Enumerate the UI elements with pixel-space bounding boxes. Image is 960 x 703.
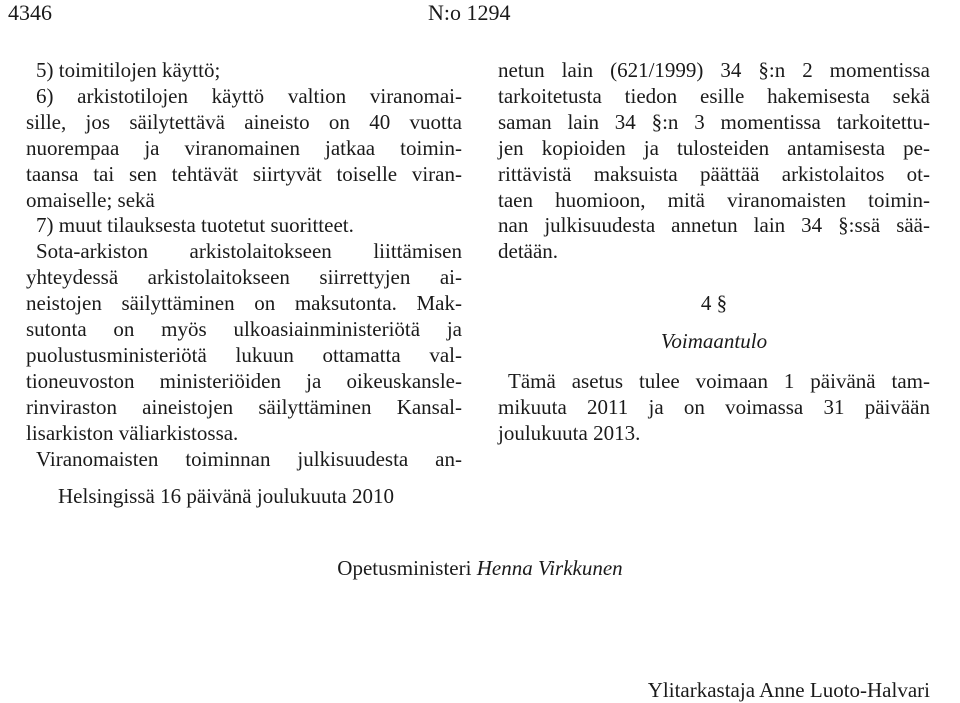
text-line: 5) toimitilojen käyttö; xyxy=(36,58,221,82)
text-line: sutonta on myös ulkoasiainministeriötä ja xyxy=(26,317,462,342)
text-line: neistojen säilyttäminen on maksutonta. Mak- xyxy=(26,291,462,316)
text-line: nan julkisuudesta annetun lain 34 §:ssä sää- xyxy=(498,213,930,238)
text-line: netun lain (621/1999) 34 §:n 2 momentissa xyxy=(498,58,930,82)
text-line: 7) muut tilauksesta tuotetut suoritteet. xyxy=(36,213,354,238)
text-line: lisarkiston väliarkistossa. xyxy=(26,420,239,445)
text-line: nuorempaa ja viranomainen jatkaa toimin- xyxy=(26,135,462,160)
text-line: sille, jos säilytettävä aineisto on 40 vuotta xyxy=(26,109,462,134)
minister-signature xyxy=(0,556,960,581)
section-body xyxy=(498,369,930,447)
text-line: saman lain 34 §:n 3 momentissa tarkoitettu- xyxy=(498,109,930,134)
text-line: yhteydessä arkistolaitokseen siirrettyjen ai- xyxy=(26,265,462,290)
text-line: detään. xyxy=(498,239,559,264)
text-line: jen kopioiden ja tulosteiden antamisesta pe- xyxy=(498,135,930,160)
text-line: rinviraston aineistojen säilyttäminen Kansal- xyxy=(26,394,462,419)
page-number: 4346 xyxy=(8,0,52,25)
right-column xyxy=(498,58,930,447)
left-column xyxy=(26,58,462,473)
text-line: Sota-arkiston arkistolaitokseen liittämisen xyxy=(36,239,462,264)
text-line: rittävistä maksuista päättää arkistolaitos ot- xyxy=(498,161,930,186)
text-line: Tämä asetus tulee voimaan 1 päivänä tam- xyxy=(508,369,930,394)
text-line: taen huomioon, mitä viranomaisten toimin- xyxy=(498,187,930,212)
text-line: omaiselle; sekä xyxy=(26,187,155,212)
text-line: tioneuvoston ministeriöiden ja oikeuskansle- xyxy=(26,368,462,393)
text-line: puolustusministeriötä lukuun ottamatta val- xyxy=(26,342,462,367)
place-and-date: Helsingissä 16 päivänä joulukuuta 2010 xyxy=(58,484,394,508)
section-number: 4 § xyxy=(700,291,728,316)
minister-title: Opetusministeri xyxy=(337,556,472,580)
text-line: Viranomaisten toiminnan julkisuudesta an- xyxy=(36,446,462,471)
section-title: Voimaantulo xyxy=(660,329,768,354)
text-line: mikuuta 2011 ja on voimassa 31 päivään xyxy=(498,394,930,419)
text-line: 6) arkistotilojen käyttö valtion viranomai- xyxy=(36,83,462,108)
text-line: taansa tai sen tehtävät siirtyvät toiselle viran- xyxy=(26,161,462,186)
minister-name: Henna Virkkunen xyxy=(476,556,623,580)
text-line: joulukuuta 2013. xyxy=(498,420,641,445)
statute-number: N:o 1294 xyxy=(428,0,511,25)
text-line: tarkoitetusta tiedon esille hakemisesta sekä xyxy=(498,83,930,108)
official-signature: Ylitarkastaja Anne Luoto-Halvari xyxy=(647,678,930,702)
